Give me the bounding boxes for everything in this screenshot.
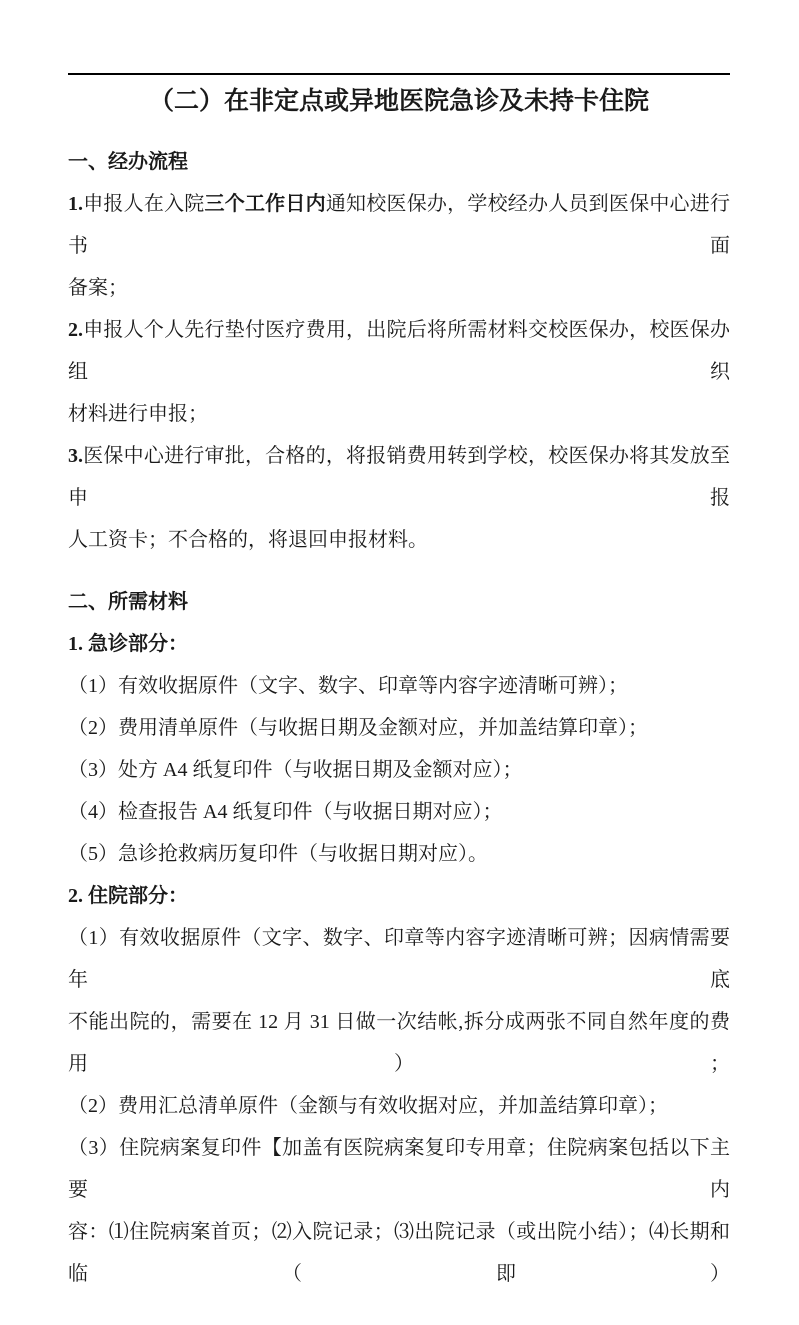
emergency-item-1: （1）有效收据原件（文字、数字、印章等内容字迹清晰可辨）； [68, 675, 628, 697]
emergency-item-3: （3）处方 A4 纸复印件（与收据日期及金额对应）； [68, 759, 523, 781]
emergency-item-2: （2）费用清单原件（与收据日期及金额对应，并加盖结算印章）； [68, 717, 648, 739]
hospitalization-item-1-line-1: （1）有效收据原件（文字、数字、印章等内容字迹清晰可辨；因病情需要年底 [68, 927, 730, 991]
process-step-3-line-1 [68, 435, 730, 519]
step-number: 2. [68, 319, 83, 341]
process-step-1-line-2: 备案； [68, 277, 128, 299]
text-run: 通知校医保办，学校经办人员到医保中心进行书面 [68, 193, 730, 257]
hospitalization-item-1-line-2: 不能出院的，需要在 12 月 31 日做一次结帐,拆分成两张不同自然年度的费用）； [68, 1011, 730, 1075]
subsection-heading-emergency: 1. 急诊部分： [68, 633, 188, 655]
step-number: 3. [68, 445, 83, 467]
process-step-2-line-2: 材料进行申报； [68, 403, 208, 425]
hospitalization-item-2: （2）费用汇总清单原件（金额与有效收据对应，并加盖结算印章）； [68, 1095, 668, 1117]
hospitalization-item-3-line-2: 容：⑴住院病案首页；⑵入院记录；⑶出院记录（或出院小结）；⑷长期和临（即） [68, 1221, 730, 1285]
emergency-item-4: （4）检查报告 A4 纸复印件（与收据日期对应）； [68, 801, 503, 823]
section-heading-materials: 二、所需材料 [68, 591, 188, 613]
process-step-3-line-2: 人工资卡；不合格的，将退回申报材料。 [68, 529, 428, 551]
hospitalization-item-3-line-1: （3）住院病案复印件【加盖有医院病案复印专用章；住院病案包括以下主要内 [68, 1137, 730, 1201]
process-step-2-line-1 [68, 309, 730, 393]
process-step-1-line-1 [68, 183, 730, 267]
text-run: 医保中心进行审批，合格的，将报销费用转到学校，校医保办将其发放至申报 [68, 445, 730, 509]
page-title: （二）在非定点或异地医院急诊及未持卡住院 [148, 88, 649, 115]
header-rule [68, 73, 730, 75]
text-run: 申报人个人先行垫付医疗费用，出院后将所需材料交校医保办，校医保办组织 [68, 319, 730, 383]
subsection-heading-hospitalization: 2. 住院部分： [68, 885, 188, 907]
step-number: 1. [68, 193, 83, 215]
text-run: 申报人在入院 [83, 193, 205, 215]
text-run-bold: 三个工作日内 [204, 193, 326, 215]
emergency-item-5: （5）急诊抢救病历复印件（与收据日期对应）。 [68, 843, 488, 865]
section-heading-process: 一、经办流程 [68, 151, 188, 173]
